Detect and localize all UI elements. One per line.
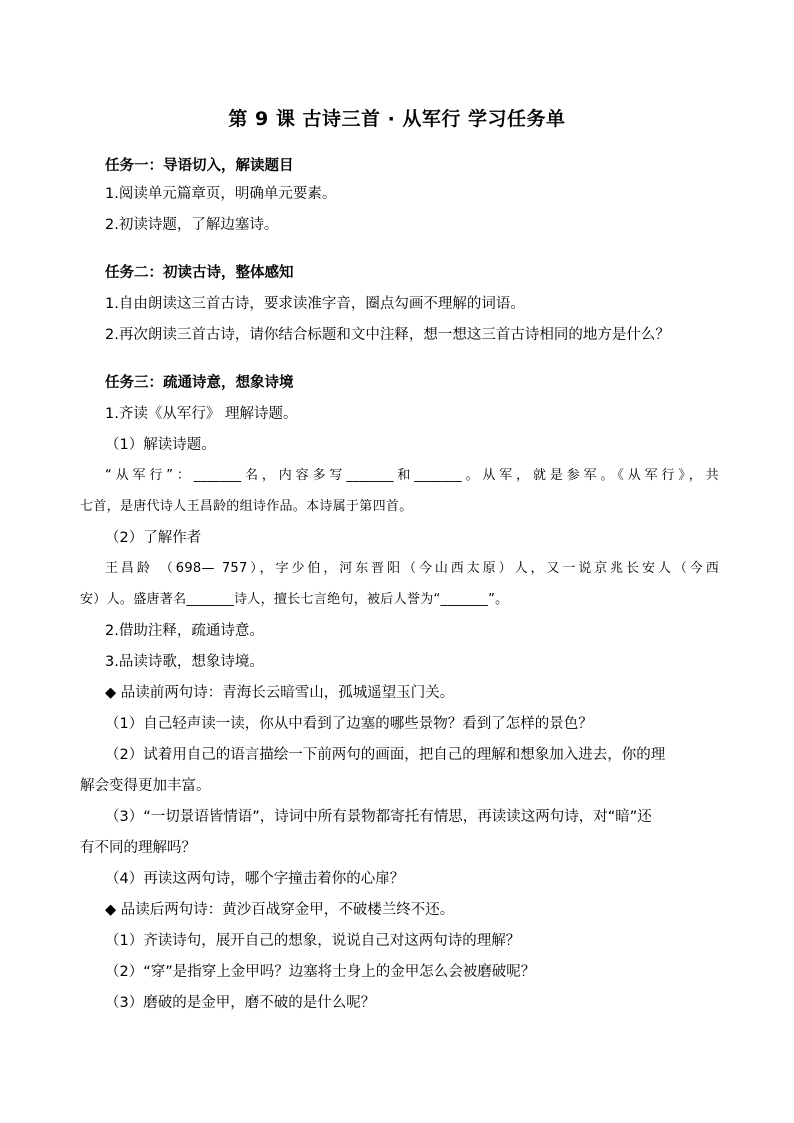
task-three-heading: 任务三：疏通诗意，想象诗境 xyxy=(105,375,294,391)
paragraph-line: （1）解读诗题。 xyxy=(105,437,216,453)
paragraph-line: 解会变得更加丰富。 xyxy=(80,778,211,794)
task-one-heading: 任务一：导语切入，解读题目 xyxy=(105,158,294,174)
paragraph-line: （4）再读这两句诗，哪个字撞击着你的心扉？ xyxy=(105,871,405,887)
paragraph-line: 王昌龄 （698— 757），字少伯，河东晋阳（今山西太原）人，又一说京兆长安人（今西 xyxy=(105,561,719,576)
paragraph-line: 2.初读诗题，了解边塞诗。 xyxy=(105,217,279,233)
paragraph-line: 有不同的理解吗？ xyxy=(80,840,196,856)
paragraph-line: （2）了解作者 xyxy=(105,530,202,546)
paragraph-line: （3）磨破的是金甲，磨不破的是什么呢？ xyxy=(105,995,376,1011)
paragraph-line: 1.自由朗读这三首古诗，要求读准字音，圈点勾画不理解的词语。 xyxy=(105,296,525,312)
paragraph-line: （1）自己轻声读一读，你从中看到了边塞的哪些景物？看到了怎样的景色？ xyxy=(105,716,593,732)
paragraph-line: （1）齐读诗句，展开自己的想象，说说自己对这两句诗的理解？ xyxy=(105,933,521,949)
paragraph-line: （2）“穿”是指穿上金甲吗？边塞将士身上的金甲怎么会被磨破呢？ xyxy=(105,964,536,980)
paragraph-line: （3）“一切景语皆情语”，诗词中所有景物都寄托有情思，再读读这两句诗，对“暗”还 xyxy=(105,809,652,825)
page-title: 第 9 课 古诗三首 · 从军行 学习任务单 xyxy=(228,108,566,130)
paragraph-line: 2.再次朗读三首古诗，请你结合标题和文中注释，想一想这三首古诗相同的地方是什么？ xyxy=(105,327,670,343)
task-two-heading: 任务二：初读古诗，整体感知 xyxy=(105,265,294,281)
paragraph-line: 1.齐读《从军行》 理解诗题。 xyxy=(105,406,298,422)
bullet-line: ◆ 品读前两句诗：青海长云暗雪山，孤城遥望玉门关。 xyxy=(105,685,455,701)
paragraph-line: 3.品读诗歌，想象诗境。 xyxy=(105,654,264,670)
bullet-line: ◆ 品读后两句诗：黄沙百战穿金甲，不破楼兰终不还。 xyxy=(105,902,455,918)
paragraph-line: 1.阅读单元篇章页，明确单元要素。 xyxy=(105,186,337,202)
paragraph-line: （2）试着用自己的语言描绘一下前两句的画面，把自己的理解和想象加入进去，你的理 xyxy=(105,747,666,763)
paragraph-line: 2.借助注释，疏通诗意。 xyxy=(105,623,264,639)
fill-in-line: “从军行”：_______名，内容多写_______和_______。从军，就是参军。《从军行》，共 xyxy=(105,468,719,483)
fill-in-line: 安）人。盛唐著名_______诗人，擅长七言绝句，被后人誉为“_______”。 xyxy=(80,592,509,607)
paragraph-line: 七首，是唐代诗人王昌龄的组诗作品。本诗属于第四首。 xyxy=(80,499,413,514)
